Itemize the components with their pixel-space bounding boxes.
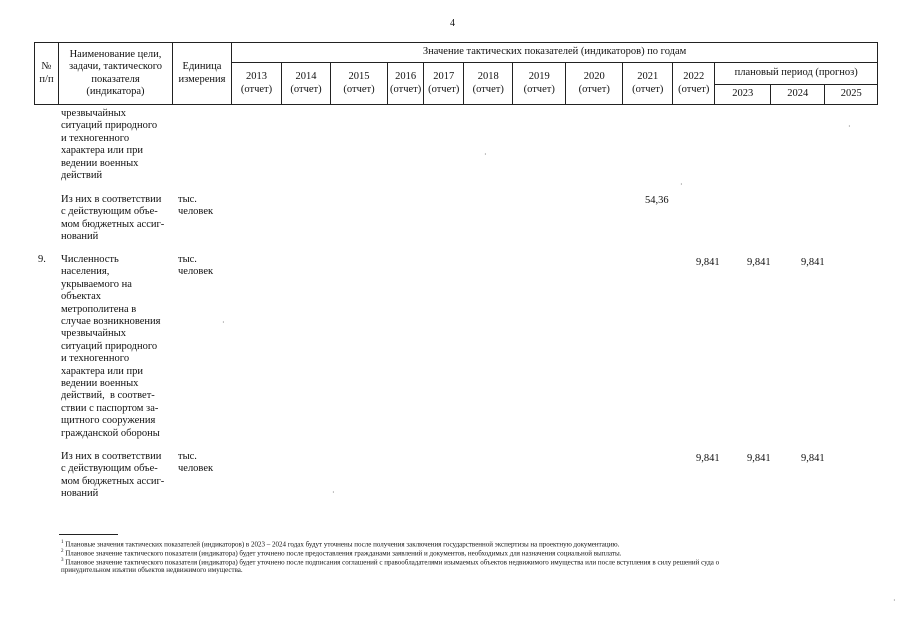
header-planned-2024: 2024	[771, 85, 825, 105]
scan-speck: ·	[332, 488, 335, 497]
row-continuation-text: чрезвычайных ситуаций природного и техногенного характера или при ведении военных действий	[61, 108, 158, 182]
header-year-2015: 2015 (отчет)	[331, 63, 388, 105]
header-year-2018: 2018 (отчет)	[464, 63, 513, 105]
footnote-3: $^3$ Плановое значение тактического показателя (индикатора) будет уточнено после подписания соглашений с правообладателями изымаемых объектов недвижимого имущества или после вступления в силу решений суда о принудительном изъятии объектов недвижимого имущества.	[61, 558, 720, 575]
page-number: 4	[450, 18, 455, 29]
scan-speck: ·	[484, 150, 487, 159]
row-9-sub-value-2022: 9,841	[696, 453, 720, 464]
header-year-2013: 2013 (отчет)	[232, 63, 282, 105]
row-9-sub-value-2023: 9,841	[747, 453, 771, 464]
header-planned-2023: 2023	[715, 85, 771, 105]
header-year-2020: 2020 (отчет)	[566, 63, 623, 105]
footnote-1: $^1$ Плановые значения тактических показателей (индикаторов) в 2023 – 2024 годах будут уточнены после получения заключения государственной экспертизы на проектную документацию.	[61, 540, 620, 549]
row-9-number: 9.	[38, 254, 46, 265]
header-year-2016: 2016 (отчет)	[388, 63, 424, 105]
header-planned-title: плановый период (прогноз)	[715, 63, 878, 85]
header-year-2017: 2017 (отчет)	[424, 63, 464, 105]
header-year-2014: 2014 (отчет)	[282, 63, 331, 105]
row-9-value-2022: 9,841	[696, 257, 720, 268]
scan-speck: ·	[222, 318, 225, 327]
scan-speck: ·	[680, 180, 683, 189]
header-year-2022: 2022 (отчет)	[673, 63, 715, 105]
header-year-2019: 2019 (отчет)	[513, 63, 566, 105]
row-9-sub-value-2024: 9,841	[801, 453, 825, 464]
row-9-value-2023: 9,841	[747, 257, 771, 268]
scan-speck: ·	[893, 596, 896, 605]
row-9-text: Численность населения, укрываемого на объектах метрополитена в случае возникновения чрезвычайных ситуаций природного и техногенного характера или при ведении военных действий, в соответ- ствии с паспортом за- щитного сооружения гражданской обороны	[61, 254, 161, 439]
header-num: № п/п	[35, 43, 59, 105]
header-year-2021: 2021 (отчет)	[623, 63, 673, 105]
scan-speck: ·	[848, 122, 851, 131]
header-values-title: Значение тактических показателей (индикаторов) по годам	[232, 43, 878, 63]
row-subindicator-value-2021: 54,36	[645, 195, 669, 206]
table-header	[34, 42, 878, 105]
header-name: Наименование цели, задачи, тактического показателя (индикатора)	[59, 43, 173, 105]
footnote-2: $^2$ Плановое значение тактического показателя (индикатора) будет уточнено после предоставления гражданами заявлений и документов, необходимых для назначения социальной выплаты.	[61, 549, 622, 558]
row-subindicator-unit: тыс. человек	[178, 194, 214, 218]
row-subindicator-text: Из них в соответствии с действующим объе- мом бюджетных ассиг- нований	[61, 194, 165, 243]
footnote-separator	[59, 534, 118, 535]
row-9-sub-text: Из них в соответствии с действующим объе- мом бюджетных ассиг- нований	[61, 451, 165, 500]
row-9-value-2024: 9,841	[801, 257, 825, 268]
header-planned-2025: 2025	[825, 85, 878, 105]
row-9-unit: тыс. человек	[178, 254, 214, 278]
header-unit: Единица измерения	[173, 43, 232, 105]
row-9-sub-unit: тыс. человек	[178, 451, 214, 475]
